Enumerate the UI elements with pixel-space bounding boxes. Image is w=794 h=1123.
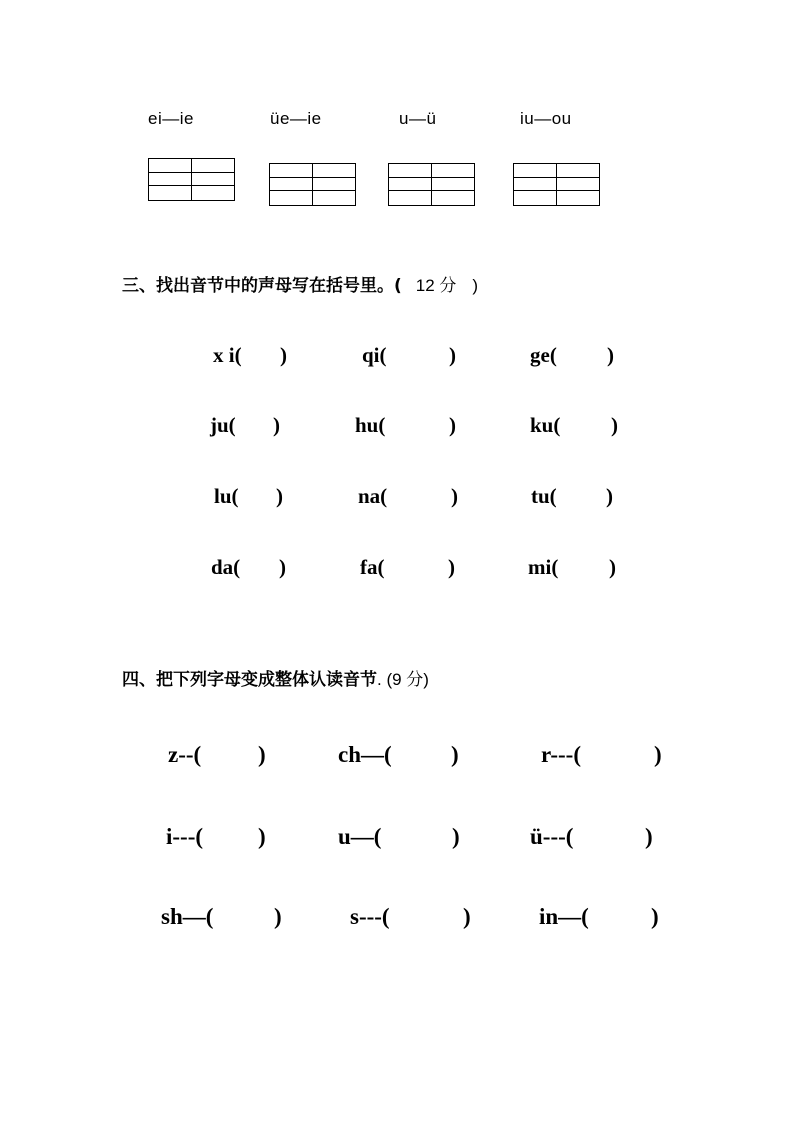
answer-close-mi[interactable]: ): [609, 555, 616, 579]
writing-grid-1[interactable]: [148, 158, 235, 201]
answer-close-i[interactable]: ): [258, 824, 266, 849]
pair-label-3: u—ü: [399, 109, 437, 128]
item-u-umlaut: ü---(: [530, 824, 574, 849]
item-i: i---(: [166, 824, 204, 849]
item-z: z--(: [168, 742, 202, 767]
item-s: s---(: [350, 904, 390, 929]
answer-close-da[interactable]: ): [279, 555, 286, 579]
section3-heading-close: ): [472, 276, 479, 295]
answer-close-in[interactable]: ): [651, 904, 659, 929]
item-ku: ku(: [530, 413, 561, 437]
answer-close-na[interactable]: ): [451, 484, 458, 508]
answer-close-fa[interactable]: ): [448, 555, 455, 579]
answer-close-u-umlaut[interactable]: ): [645, 824, 653, 849]
item-fa: fa(: [360, 555, 385, 579]
answer-close-ge[interactable]: ): [607, 343, 614, 367]
answer-close-sh[interactable]: ): [274, 904, 282, 929]
item-qi: qi(: [362, 343, 387, 367]
answer-close-hu[interactable]: ): [449, 413, 456, 437]
item-ge: ge(: [530, 343, 557, 367]
answer-close-ku[interactable]: ): [611, 413, 618, 437]
answer-close-ju[interactable]: ): [273, 413, 280, 437]
answer-close-ch[interactable]: ): [451, 742, 459, 767]
answer-close-tu[interactable]: ): [606, 484, 613, 508]
item-hu: hu(: [355, 413, 386, 437]
answer-close-xi[interactable]: ): [280, 343, 287, 367]
item-na: na(: [358, 484, 388, 508]
answer-close-qi[interactable]: ): [449, 343, 456, 367]
section4-heading: [122, 665, 429, 690]
item-da: da(: [211, 555, 241, 579]
section4-heading-text: 四、把下列字母变成整体认读音节: [122, 670, 377, 690]
item-ch: ch—(: [338, 742, 392, 767]
writing-grid-4[interactable]: [513, 163, 600, 206]
item-r: r---(: [541, 742, 581, 767]
writing-grid-3[interactable]: [388, 163, 475, 206]
item-ju: ju(: [210, 413, 236, 437]
item-lu: lu(: [214, 484, 239, 508]
item-u: u—(: [338, 824, 382, 849]
section3-heading-text: 三、找出音节中的声母写在括号里。(: [122, 276, 402, 296]
section3-heading: [122, 271, 478, 296]
section4-points: . (9 分): [377, 670, 429, 689]
answer-close-z[interactable]: ): [258, 742, 266, 767]
item-in: in—(: [539, 904, 589, 929]
answer-close-u[interactable]: ): [452, 824, 460, 849]
item-xi: x i(: [213, 343, 242, 367]
pair-label-1: ei—ie: [148, 109, 194, 128]
item-sh: sh—(: [161, 904, 214, 929]
answer-close-s[interactable]: ): [463, 904, 471, 929]
section3-points: 12 分: [415, 276, 457, 295]
item-mi: mi(: [528, 555, 559, 579]
pair-label-2: üe—ie: [270, 109, 322, 128]
answer-close-lu[interactable]: ): [276, 484, 283, 508]
item-tu: tu(: [531, 484, 557, 508]
answer-close-r[interactable]: ): [654, 742, 662, 767]
pair-label-4: iu—ou: [520, 109, 572, 128]
writing-grid-2[interactable]: [269, 163, 356, 206]
